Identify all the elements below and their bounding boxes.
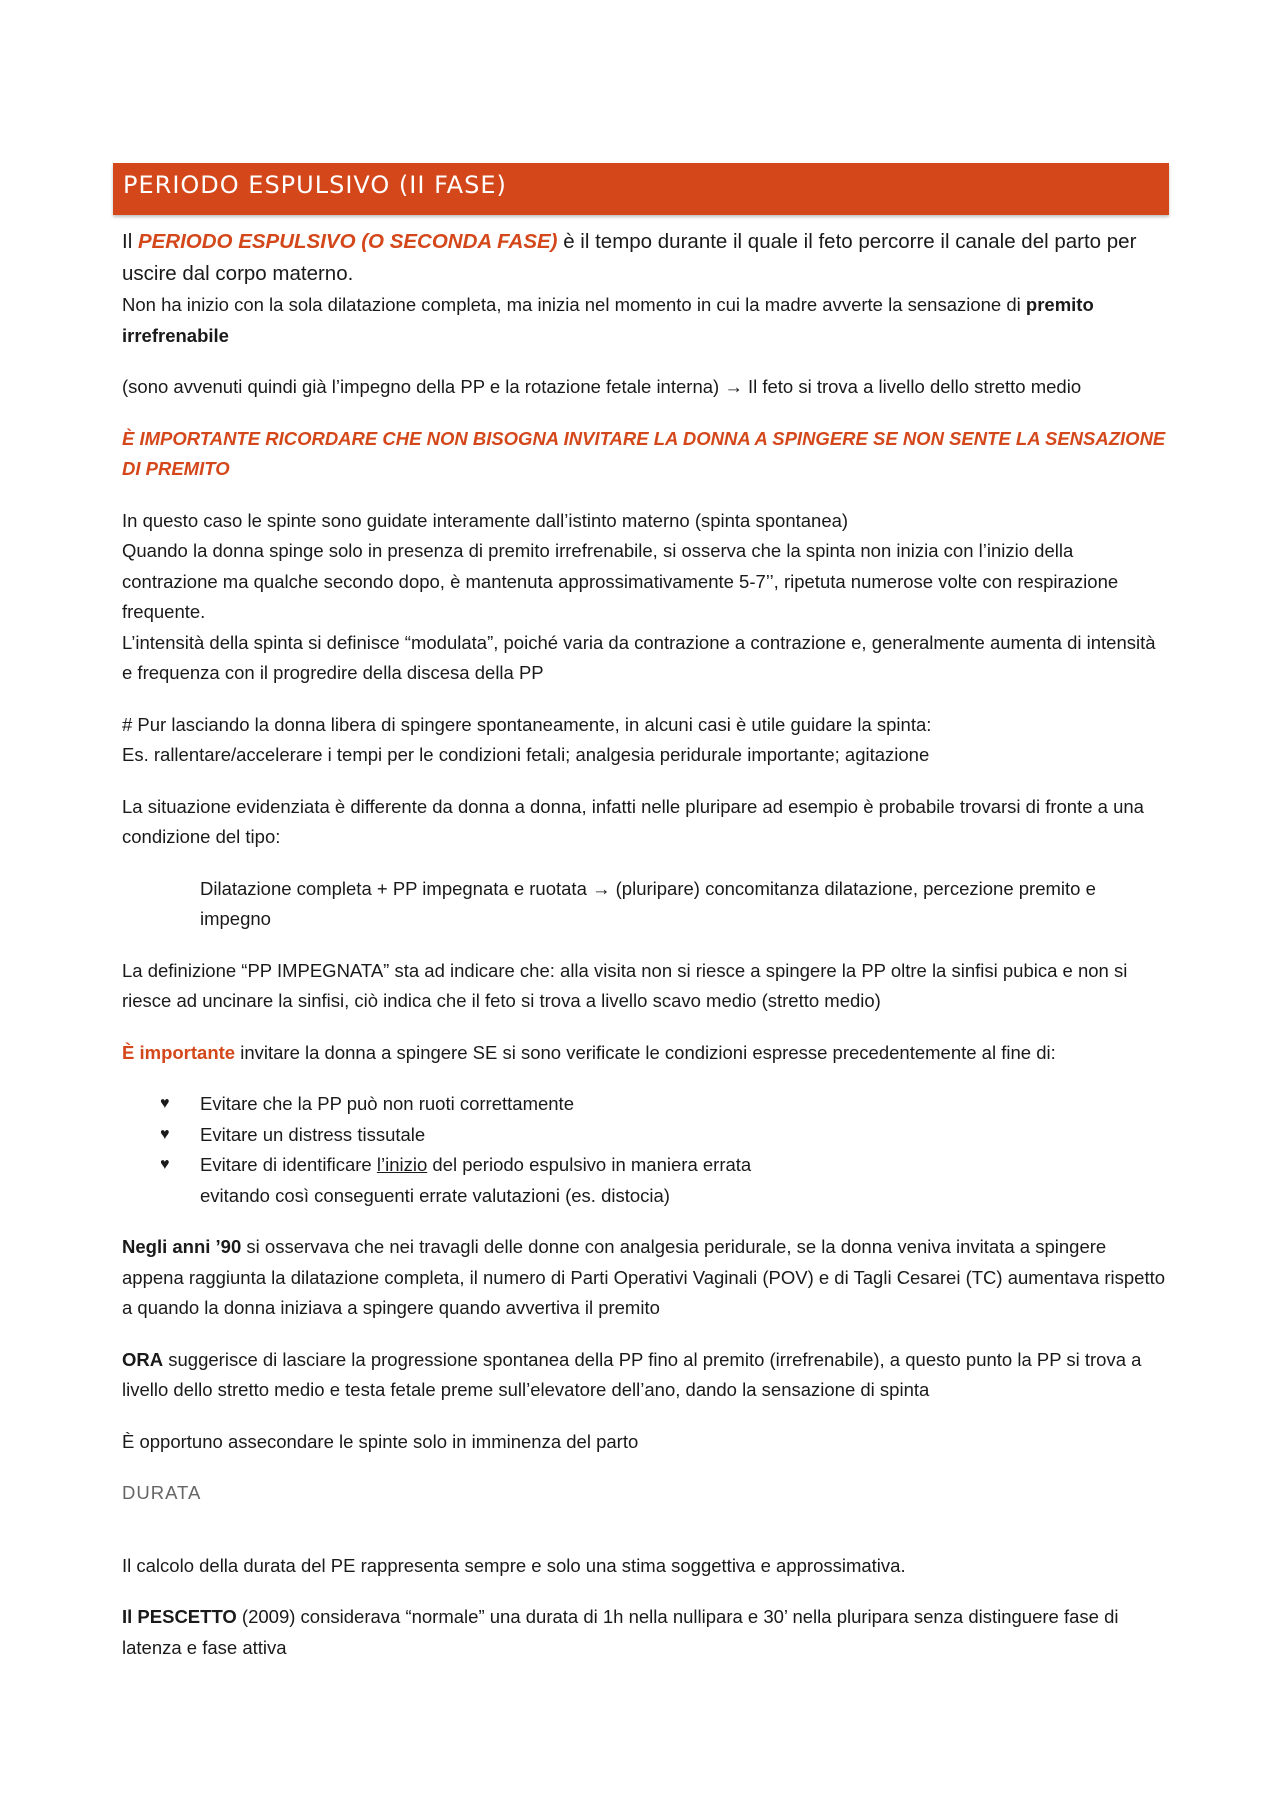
duration-estimate: Il calcolo della durata del PE rappresenta sempre e solo una stima soggettiva e approssimativa. (122, 1554, 906, 1576)
document-body (122, 226, 1167, 1663)
pescetto-paragraph (122, 1602, 1167, 1663)
list-item-text: Evitare che la PP può non ruoti correttamente (200, 1093, 574, 1114)
onset-bold: premito irrefrenabile (122, 294, 1094, 346)
pescetto-bold: Il PESCETTO (122, 1606, 237, 1627)
guide-line-2: Es. rallentare/accelerare i tempi per le condizioni fetali; analgesia peridurale importante; agitazione (122, 744, 930, 765)
opportune-paragraph: È opportuno assecondare le spinte solo in imminenza del parto (122, 1430, 639, 1452)
now-paragraph (122, 1345, 1167, 1406)
indented-condition: Dilatazione completa + PP impegnata e ruotata → (pluripare) concomitanza dilatazione, percezione premito e impegno (200, 877, 1096, 929)
important-highlight: È importante (122, 1041, 236, 1063)
list-item-text-post: del periodo espulsivo in maniera errata (427, 1154, 752, 1175)
list-item (122, 1089, 1167, 1120)
list-item (122, 1150, 1167, 1211)
list-item (122, 1120, 1167, 1151)
list-item-text: Evitare un distress tissutale (200, 1123, 426, 1145)
warning-paragraph: È IMPORTANTE RICORDARE CHE NON BISOGNA INVITARE LA DONNA A SPINGERE SE NON SENTE LA SENSAZIONE DI PREMITO (122, 427, 1166, 479)
onset-text: Non ha inizio con la sola dilatazione completa, ma inizia nel momento in cui la madre avverte la sensazione di (122, 294, 1026, 315)
situation-paragraph: La situazione evidenziata è differente da donna a donna, infatti nelle pluripare ad esempio è probabile trovarsi di fronte a una condizione del tipo: (122, 795, 1144, 847)
section-title-banner (113, 163, 1169, 215)
guide-line-1: # Pur lasciando la donna libera di spingere spontaneamente, in alcuni casi è utile guidare la spinta: (122, 713, 932, 735)
intro-post: è il tempo durante il quale il feto percorre il canale del parto per uscire dal corpo materno. (122, 230, 1137, 285)
spontaneous-line-3: L’intensità della spinta si definisce “modulata”, poiché varia da contrazione a contrazione e, generalmente aumenta di intensità e frequenza con il progredire della discesa della PP (122, 631, 1156, 683)
important-paragraph (122, 1038, 1167, 1069)
pescetto-text: (2009) considerava “normale” una durata di 1h nella nullipara e 30’ nella pluripara senza distinguere fase di latenza e fase attiva (122, 1606, 1119, 1658)
engagement-paragraph: (sono avvenuti quindi già l’impegno della PP e la rotazione fetale interna) → Il feto si trova a livello dello stretto medio (122, 376, 1082, 397)
intro-highlight: PERIODO ESPULSIVO (O SECONDA FASE) (137, 230, 558, 253)
nineties-paragraph (122, 1232, 1167, 1324)
list-item-underlined: l’inizio (376, 1154, 428, 1175)
duration-heading: DURATA (122, 1482, 202, 1503)
onset-paragraph (122, 290, 1167, 351)
heart-bullet-icon: ♥ (160, 1125, 170, 1143)
now-text: suggerisce di lasciare la progressione spontanea della PP fino al premito (irrefrenabile), a questo punto la PP si trova a livello dello stretto medio e testa fetale preme sull’elevatore dell’ano, dando la sensazione di spinta (122, 1348, 1142, 1400)
heart-bullet-icon: ♥ (160, 1095, 170, 1112)
section-title: PERIODO ESPULSIVO (II FASE) (123, 171, 507, 199)
list-item-continuation: evitando così conseguenti errate valutazioni (es. distocia) (200, 1184, 670, 1206)
intro-paragraph (122, 226, 1167, 290)
nineties-text: si osservava che nei travagli delle donne con analgesia peridurale, se la donna veniva invitata a spingere appena raggiunta la dilatazione completa, il numero di Parti Operativi Vaginali (POV) e di Tagli Cesarei (TC) aumentava rispetto a quando la donna iniziava a spingere quando avvertiva il premito (122, 1236, 1166, 1318)
goals-list (122, 1089, 1167, 1211)
spontaneous-line-2: Quando la donna spinge solo in presenza di premito irrefrenabile, si osserva che la spinta non inizia con l’inizio della contrazione ma qualche secondo dopo, è mantenuta approssimativamente 5-7’’, ripetuta numerose volte con respirazione frequente. (122, 540, 1119, 622)
spontaneous-line-1: In questo caso le spinte sono guidate interamente dall’istinto materno (spinta spontanea) (122, 509, 849, 531)
now-bold: ORA (122, 1348, 164, 1370)
heart-bullet-icon: ♥ (160, 1156, 170, 1173)
definition-paragraph: La definizione “PP IMPEGNATA” sta ad indicare che: alla visita non si riesce a spingere la PP oltre la sinfisi pubica e non si riesce ad uncinare la sinfisi, ciò indica che il feto si trova a livello scavo medio (stretto medio) (122, 959, 1128, 1011)
intro-pre: Il (122, 230, 138, 253)
important-text: invitare la donna a spingere SE si sono verificate le condizioni espresse precedentemente al fine di: (235, 1041, 1056, 1063)
list-item-text-pre: Evitare di identificare (200, 1154, 377, 1175)
nineties-bold: Negli anni ’90 (122, 1236, 242, 1257)
